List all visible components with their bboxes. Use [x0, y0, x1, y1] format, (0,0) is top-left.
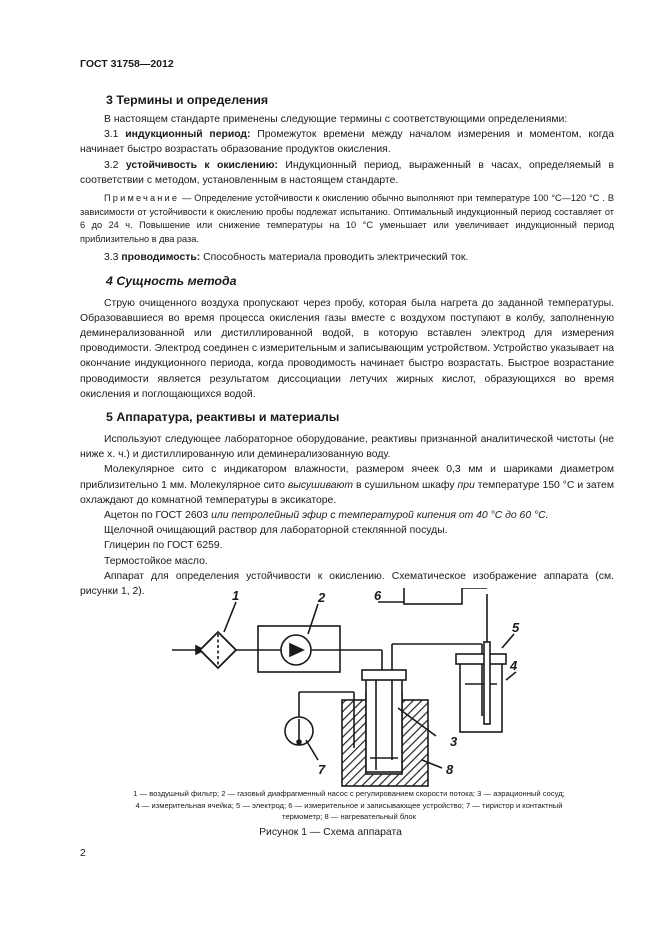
section-5-p7: Аппарат для определения устойчивости к окислению. Схематическое изображение аппарата (см. рисунки 1, 2).	[80, 570, 614, 598]
label-1: 1	[232, 588, 240, 603]
caption-line-2: 4 — измерительная ячейка; 5 — электрод; 6 — измерительное и записывающее устройство; 7 — тиристор и контактный	[135, 800, 563, 810]
section-5-p5: Глицерин по ГОСТ 6259.	[104, 540, 223, 552]
label-5: 5	[512, 620, 520, 635]
page-number: 2	[80, 848, 86, 859]
label-4: 4	[510, 658, 518, 673]
note: Примечание — Определение устойчивости к окислению обычно выполняют при температуре 100 °С—120 °С . В зависимости от устойчивости к окислению пробы подлежат испытанию. Оптимальный индукционный период составляет от 6 до 24 ч. Повышение или снижение температуры на 10 °С уменьшает или увеличивает индукционный период приблизительно в два раза.	[80, 193, 614, 244]
label-7: 7	[318, 762, 326, 777]
section-5-heading: 5 Аппаратура, реактивы и материалы	[106, 410, 340, 425]
section-5-p2: Молекулярное сито с индикатором влажности, размером ячеек 0,3 мм и шариками диаметром приблизительно 1 мм. Молекулярное сито высушивают в сушильном шкафу при температуре 150 °С и затем охлаждают до комнатной температуры в эксикаторе.	[80, 464, 614, 506]
section-5-p3: Ацетон по ГОСТ 2603 или петролейный эфир с температурой кипения от 40 °С до 60 °С.	[104, 510, 549, 522]
measuring-cell	[460, 662, 502, 732]
figure-caption	[92, 788, 606, 823]
figure-title: Рисунок 1 — Схема аппарата	[259, 827, 402, 838]
recorder	[404, 588, 462, 604]
term-3-1: 3.1 индукционный период: Промежуток времени между началом измерения и моментом, когда начинает быстро возрастать образование продуктов окисления.	[80, 129, 614, 156]
section-4-text: Струю очищенного воздуха пропускают через пробу, которая была нагрета до заданной температуры. Образовавшиеся во время процесса окисления газы вместе с воздухом поступают в колбу, заполненную деминерализованной или дистиллированной водой, в которую вставлен электрод для измерения проводимости. Электрод соединен с измерительным и записывающим устройством. Устройство указывает на окончание индукционного периода, когда проводимость начинает быстро возрастать. Быстрое возрастание проводимости является результатом диссоциации летучих жирных кислот, образующихся во время окисления и поглощающихся водой.	[80, 297, 614, 400]
section-3-intro: В настоящем стандарте применены следующие термины с соответствующими определениями:	[104, 114, 568, 125]
section-4-heading: 4 Сущность метода	[106, 273, 237, 288]
section-5-p4: Щелочной очищающий раствор для лабораторной стеклянной посуды.	[104, 525, 448, 537]
term-3-3: 3.3 проводимость: Способность материала проводить электрический ток.	[104, 252, 469, 264]
section-3-heading: 3 Термины и определения	[106, 93, 269, 107]
electrode	[484, 642, 490, 724]
label-8: 8	[446, 762, 454, 777]
apparatus-diagram	[160, 588, 620, 788]
label-3: 3	[450, 734, 458, 749]
label-2: 2	[318, 590, 326, 605]
label-6: 6	[374, 588, 382, 603]
caption-line-3: термометр; 8 — нагревательный блок	[282, 812, 416, 821]
section-5-p1: Используют следующее лабораторное оборудование, реактивы признанной аналитической чистоты (не ниже х. ч.) и дистиллированную или деминерализованную воду.	[80, 434, 614, 461]
document-header: ГОСТ 31758—2012	[80, 58, 174, 70]
term-3-2: 3.2 устойчивость к окислению: Индукционный период, выраженный в часах, определяемый в соответствии с методом, установленным в настоящем стандарте.	[80, 159, 614, 186]
caption-line-1: 1 — воздушный фильтр; 2 — газовый диафрагменный насос с регулированием скорости потока; 3 — аэрационный сосуд;	[133, 789, 565, 798]
main-content	[80, 92, 614, 599]
section-5-p6: Термостойкое масло.	[104, 555, 208, 567]
